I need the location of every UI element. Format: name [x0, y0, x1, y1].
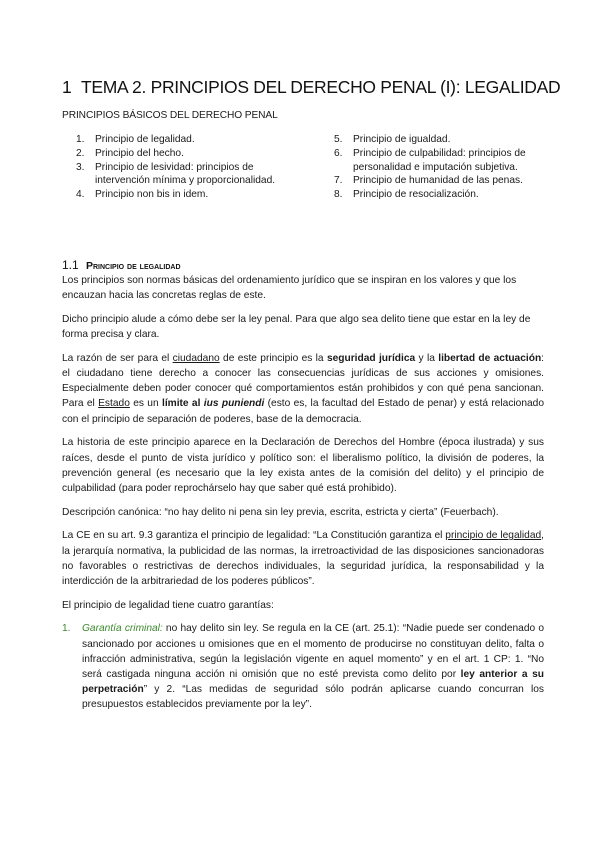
- section-number: 1.1: [62, 258, 79, 272]
- chapter-number: 1: [62, 77, 72, 97]
- paragraph: Dicho principio alude a cómo debe ser la ley penal. Para que algo sea delito tiene que estar en la ley de forma precisa y clara.: [62, 313, 531, 341]
- chapter-heading: [62, 77, 560, 98]
- paragraph: La historia de este principio aparece en la Declaración de Derechos del Hombre (época ilustrada) y sus raíces, desde el punto de vista jurídico y político son: el liberalismo político, la división de poderes, la prevención general (es necesario que la ley exista antes de la comisión del delito) y el principio de culpabilidad (para poder reprochárselo hay que saber qué está prohibido).: [62, 437, 544, 494]
- list-item: 3. Principio de lesividad: principios de intervención mínima y proporcionalidad.: [76, 161, 276, 187]
- list-item: 4. Principio non bis in idem.: [76, 189, 209, 201]
- list-item: 6. Principio de culpabilidad: principios de personalidad e imputación subjetiva.: [334, 147, 526, 173]
- paragraph: Descripción canónica: “no hay delito ni pena sin ley previa, escrita, estricta y cierta” (Feuerbach).: [62, 506, 499, 518]
- principles-list-right: [334, 133, 544, 202]
- chapter-title: TEMA 2. PRINCIPIOS DEL DERECHO PENAL (I): LEGALIDAD: [81, 77, 561, 97]
- section-title: Principio de legalidad: [86, 260, 181, 272]
- principles-list-left: [76, 133, 292, 202]
- guarantee-list-item: 1. Garantía criminal: no hay delito sin ley. Se regula en la CE (art. 25.1): “Nadie puede ser condenado o sancionado por acciones u omisiones que en el momento de producirse no constituyan delito, falta o infracción administrativa, según la legislación vigente en aquel momento” y en el art. 1 CP: 1. “No será castigada ninguna acción ni omisión que no esté prevista como delito por ley anterior a su perpetración” y 2. “Las medidas de seguridad sólo podrán aplicarse cuando concurran los presupuestos establecidos previamente por la ley”.: [62, 623, 544, 711]
- paragraph: La razón de ser para el ciudadano de este principio es la seguridad jurídica y la libertad de actuación: el ciudadano tiene derecho a conocer las consecuencias jurídicas de sus acciones y omisiones. Especialmente deben poder conocer qué comportamientos están prohibidos y con qué pena sancionan. Para el Estado es un límite al ius puniendi (esto es, la facultad del Estado de penar) y está relacionado con el principio de separación de poderes, base de la democracia.: [62, 352, 545, 425]
- list-item: 2. Principio del hecho.: [76, 147, 184, 159]
- section-heading: [62, 258, 181, 272]
- list-item: 1. Principio de legalidad.: [76, 134, 195, 145]
- paragraph: La CE en su art. 9.3 garantiza el principio de legalidad: “La Constitución garantiza el principio de legalidad, la jerarquía normativa, la publicidad de las normas, la irretroactividad de las disposiciones sancionadoras no favorables o restrictivas de derechos individuales, la seguridad jurídica, la responsabilidad y la interdicción de la arbitrariedad de los poderes públicos”.: [62, 530, 544, 587]
- list-item: 7. Principio de humanidad de las penas.: [334, 175, 523, 187]
- list-item: 5. Principio de igualdad.: [334, 134, 451, 145]
- list-item: 8. Principio de resocialización.: [334, 189, 479, 201]
- section-body: [62, 273, 544, 713]
- paragraph: El principio de legalidad tiene cuatro garantías:: [62, 599, 274, 611]
- principles-subheading: PRINCIPIOS BÁSICOS DEL DERECHO PENAL: [62, 110, 278, 121]
- paragraph: Los principios son normas básicas del ordenamiento jurídico que se inspiran en los valores y que los encauzan hacia las concretas reglas de este.: [62, 275, 517, 302]
- guarantee-label: Garantía criminal:: [82, 623, 163, 635]
